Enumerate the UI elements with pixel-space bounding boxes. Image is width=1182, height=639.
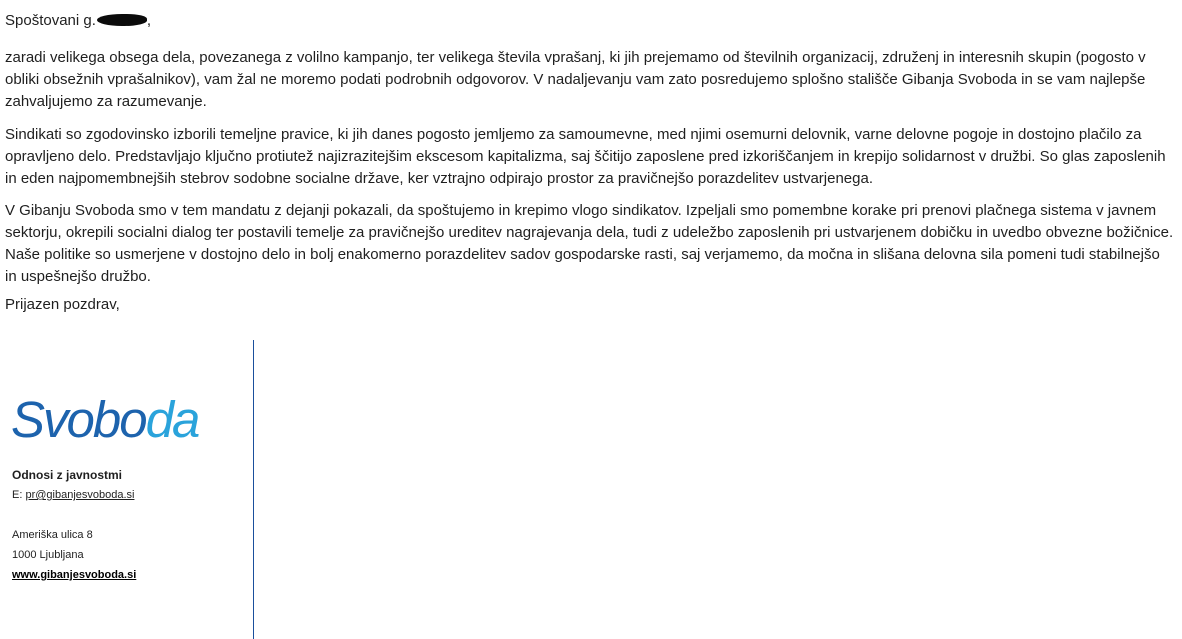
greeting-text: Spoštovani g. [5, 12, 96, 29]
signature-email-line [12, 488, 134, 502]
signature-website-link[interactable]: www.gibanjesvoboda.si [12, 569, 137, 581]
paragraph-intro: zaradi velikega obsega dela, povezanega z volilno kampanjo, ter velikega števila vprašanj, ki jih prejemamo od številnih organizacij, združenj in interesnih skupin (pogosto v obliki obsežnih vprašalnikov), vam žal ne moremo podati podrobnih odgovorov. V nadaljevanju vam zato posredujemo splošno stališče Gibanja Svoboda in se vam najlepše zahvaljujemo za razumevanje. [5, 49, 1146, 110]
signature-department: Odnosi z javnostmi [12, 468, 123, 482]
closing: Prijazen pozdrav, [5, 296, 120, 313]
signature-street: Ameriška ulica 8 [12, 529, 93, 541]
email-prefix: E: [12, 489, 26, 501]
signature-city: 1000 Ljubljana [12, 549, 84, 561]
signature-website-line [12, 568, 136, 582]
logo-text-dark: Svobo [11, 391, 146, 448]
paragraph-party-record: V Gibanju Svoboda smo v tem mandatu z dejanji pokazali, da spoštujemo in krepimo vlogo sindikatov. Izpeljali smo pomembne korake pri prenovi plačnega sistema v javnem sektorju, okrepili socialni dialog ter postavili temelje za pravičnejšo ureditev nagrajevanja dela, tudi z udeležbo zaposlenih pri ustvarjenem dobičku in uvedbo obvezne božičnice. Naše politike so usmerjene v dostojno delo in bolj enakomerno porazdelitev sadov gospodarske rasti, saj verjamemo, da močna in slišana delovna sila pomeni tudi stabilnejšo in uspešnejšo družbo. [5, 202, 1174, 285]
email-signature [0, 340, 254, 639]
signature-email-link[interactable]: pr@gibanjesvoboda.si [25, 489, 135, 501]
redacted-name [97, 14, 147, 26]
greeting [5, 10, 151, 32]
paragraph-unions: Sindikati so zgodovinsko izborili temeljne pravice, ki jih danes pogosto jemljemo za samoumevne, med njimi osemurni delovnik, varne delovne pogoje in dostojno plačilo za opravljeno delo. Predstavljajo ključno protiutež najizrazitejšim ekscesom kapitalizma, saj ščitijo zaposlene pred izkoriščanjem in krepijo solidarnost v družbi. So glas zaposlenih in eden najpomembnejših stebrov sodobne socialne države, ker vztrajno odpirajo prostor za pravičnejšo porazdelitev ustvarjenega. [5, 126, 1166, 187]
svoboda-logo [11, 390, 198, 450]
greeting-comma: , [146, 12, 152, 29]
logo-text-light: da [145, 391, 199, 448]
